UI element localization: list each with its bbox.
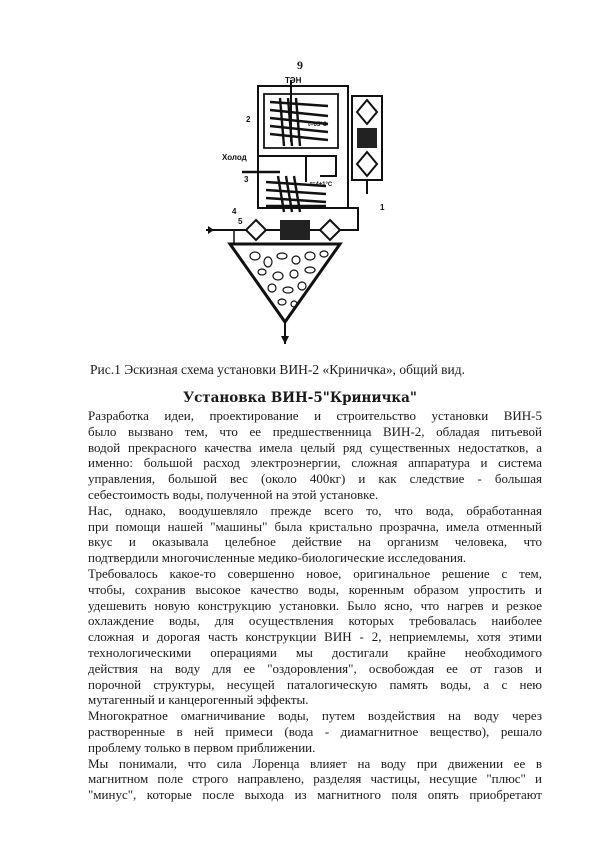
text-line: Требовалось какое-то совершенно новое, оригинальное решение с тем, — [88, 565, 542, 581]
text-line: Нас, однако, воодушевляло прежде всего то, что вода, обработанная — [88, 502, 542, 518]
text-line: водой прекрасного качества имела целый ряд существенных недостатков, а — [88, 439, 542, 455]
text-line: сложная и дорогая часть конструкции ВИН - 2, неприемлемы, хотя этими — [88, 629, 542, 645]
text-line: именно: большой расход электроэнергии, сложная аппаратура и система — [88, 455, 542, 471]
text-line: при помощи нашей "машины" была кристально прозрачна, имела отменный — [88, 518, 542, 534]
paragraph — [82, 566, 542, 708]
text-line: проблему только в первом приближении. — [88, 739, 316, 755]
text-line: действия на воду для ее "оздоровления", освобождая ее от газов и — [88, 660, 542, 676]
label-1: 1 — [380, 203, 385, 212]
text-line: порочной структуры, несущей паталогическую память воды, а с нею — [88, 676, 542, 692]
text-line: удешевить новую конструкцию установки. Было ясно, что нагрев и резкое — [88, 597, 542, 613]
text-line: подтвердили многочисленные медико-биологические исследования. — [88, 550, 467, 566]
text-line: растворенные в ней примеси (вода - диамагнитное вещество), решало — [88, 723, 542, 739]
text-line: "минус", которые после выхода из магнитного поля опять приобретают — [88, 787, 542, 803]
page-number: 9 — [297, 58, 303, 72]
paragraph — [82, 503, 542, 566]
text-line: мутагенный и канцерогенный эффекты. — [88, 692, 309, 708]
text-line: управления, большой вес (около 400кг) и как следствие - большая — [88, 471, 542, 487]
text-line: Многократное омагничивание воды, путем воздействия на воду через — [88, 708, 542, 724]
label-cold: Холод — [222, 153, 247, 162]
schematic-diagram — [200, 72, 400, 352]
paragraph — [82, 408, 542, 503]
label-4: 4 — [232, 207, 237, 216]
label-2: 2 — [246, 115, 251, 124]
text-line: технологическими операциями мы достигали крайне необходимого — [88, 644, 542, 660]
figure-schematic-vin2 — [200, 72, 400, 352]
label-temp-upper: t=65°C — [308, 122, 327, 128]
label-temp-lower: t=4±1°C — [310, 182, 333, 188]
text-line: вкус и оказывала целебное действие на организм человека, что — [88, 534, 542, 550]
figure-caption: Рис.1 Эскизная схема установки ВИН-2 «Криничка», общий вид. — [90, 362, 466, 377]
body-text — [82, 408, 542, 803]
label-5: 5 — [238, 217, 243, 226]
label-ten: ТЭН — [285, 76, 302, 85]
text-line: себестоимость воды, полученной на этой установке. — [88, 486, 379, 502]
text-line: магнитном поле строго направлено, разделяя частицы, несущие "плюс" и — [88, 771, 542, 787]
paragraph — [82, 708, 542, 755]
label-3: 3 — [244, 175, 249, 184]
section-heading: Установка ВИН-5"Криничка" — [183, 390, 417, 406]
text-line: было вызвано тем, что ее предшественница ВИН-2, обладая питьевой — [88, 423, 542, 439]
text-line: чтобы, сохранив высокое качество воды, коренным образом упростить и — [88, 581, 542, 597]
paragraph — [82, 756, 542, 803]
text-line: Мы понимали, что сила Лоренца влияет на воду при движении ее в — [88, 755, 542, 771]
text-line: охлаждение воды, для осуществления которых требовалась наиболее — [88, 613, 542, 629]
text-line: Разработка идеи, проектирование и строительство установки ВИН-5 — [88, 408, 542, 423]
